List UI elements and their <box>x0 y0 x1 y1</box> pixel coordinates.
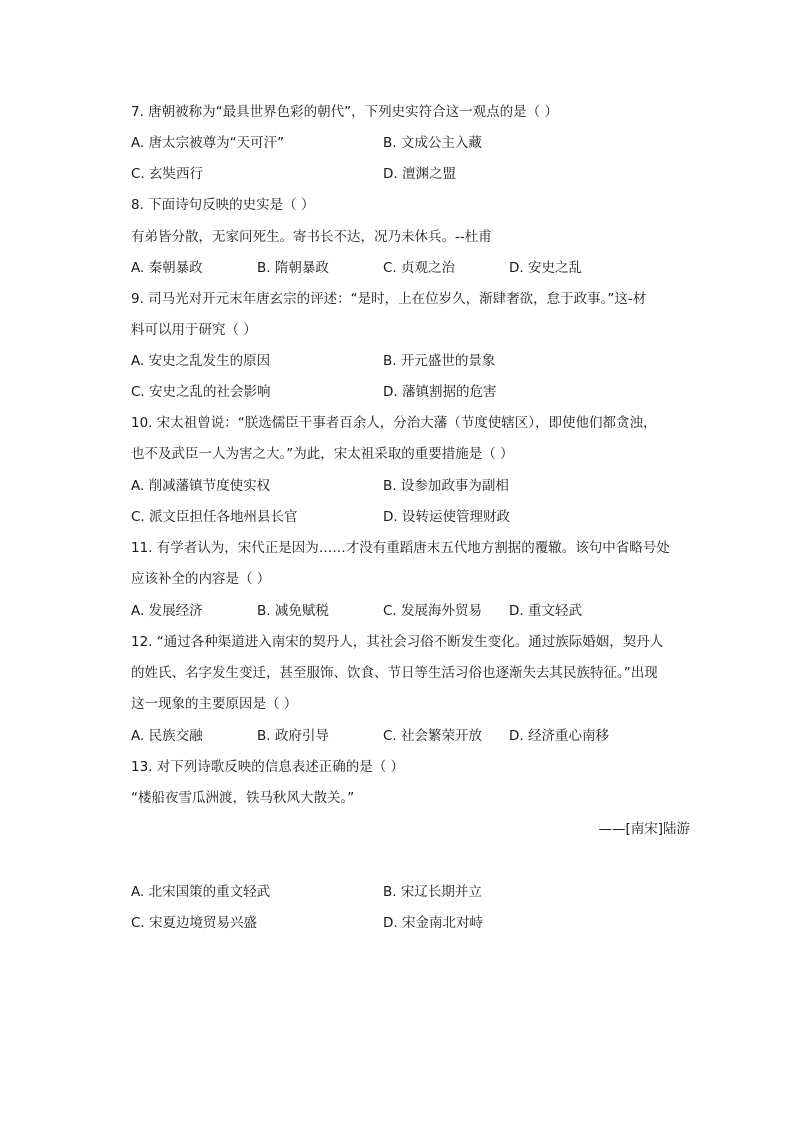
question-11-option-a: A. 发展经济 <box>131 603 203 619</box>
question-9-option-a: A. 安史之乱发生的原因 <box>131 353 271 369</box>
question-8-option-b: B. 隋朝暴政 <box>257 260 329 276</box>
question-13-stem: 13. 对下列诗歌反映的信息表述正确的是（ ） <box>131 759 405 775</box>
question-7-stem: 7. 唐朝被称为“最具世界色彩的朝代”，下列史实符合这一观点的是（ ） <box>131 104 558 120</box>
question-12-option-c: C. 社会繁荣开放 <box>383 728 483 744</box>
question-9-option-d: D. 藩镇割据的危害 <box>383 384 497 400</box>
question-12-stem-line-2: 的姓氏、名字发生变迁，甚至服饰、饮食、节日等生活习俗也逐渐失去其民族特征。”出现 <box>131 665 658 681</box>
question-10-option-d: D. 设转运使管理财政 <box>383 509 510 525</box>
question-13-option-c: C. 宋夏边境贸易兴盛 <box>131 915 258 931</box>
question-7-option-a: A. 唐太宗被尊为“天可汗” <box>131 135 285 151</box>
question-10-option-c: C. 派文臣担任各地州县长官 <box>131 509 298 525</box>
question-11-option-d: D. 重文轻武 <box>509 603 582 619</box>
question-11-option-c: C. 发展海外贸易 <box>383 603 483 619</box>
question-8-option-d: D. 安史之乱 <box>509 260 582 276</box>
question-8-option-a: A. 秦朝暴政 <box>131 260 203 276</box>
question-12-stem-line-1: 12. “通过各种渠道进入南宋的契丹人，其社会习俗不断发生变化。通过族际婚姻，契丹人 <box>131 634 664 650</box>
question-11-option-b: B. 减免赋税 <box>257 603 329 619</box>
question-10-stem-line-2: 也不及武臣一人为害之大。”为此，宋太祖采取的重要措施是（ ） <box>131 446 514 462</box>
question-12-stem-line-3: 这一现象的主要原因是（ ） <box>131 696 298 712</box>
question-9-stem-line-1: 9. 司马光对开元末年唐玄宗的评述：“是时，上在位岁久，渐肆奢欲，怠于政事。”这-材 <box>131 291 647 307</box>
question-13-quote: “楼船夜雪瓜洲渡，铁马秋风大散关。” <box>131 790 355 806</box>
question-13-option-a: A. 北宋国策的重文轻武 <box>131 884 271 900</box>
question-12-option-d: D. 经济重心南移 <box>509 728 609 744</box>
question-7-option-d: D. 澶渊之盟 <box>383 166 456 182</box>
question-10-option-a: A. 削减藩镇节度使实权 <box>131 478 271 494</box>
question-13-option-b: B. 宋辽长期并立 <box>383 884 482 900</box>
question-9-option-b: B. 开元盛世的景象 <box>383 353 496 369</box>
question-13-source: ——[南宋]陆游 <box>598 821 690 837</box>
question-10-option-b: B. 设参加政事为副相 <box>383 478 509 494</box>
question-9-stem-line-2: 料可以用于研究（ ） <box>131 322 257 338</box>
question-10-stem-line-1: 10. 宋太祖曾说：“朕选儒臣干事者百余人，分治大藩（节度使辖区），即使他们都贪浊， <box>131 415 657 431</box>
question-13-option-d: D. 宋金南北对峙 <box>383 915 483 931</box>
question-7-option-b: B. 文成公主入藏 <box>383 135 482 151</box>
question-8-option-c: C. 贞观之治 <box>383 260 456 276</box>
question-12-option-a: A. 民族交融 <box>131 728 203 744</box>
question-12-option-b: B. 政府引导 <box>257 728 329 744</box>
question-7-option-c: C. 玄奘西行 <box>131 166 204 182</box>
question-8-quote: 有弟皆分散，无家问死生。寄书长不达，况乃未休兵。--杜甫 <box>131 229 492 245</box>
question-8-stem: 8. 下面诗句反映的史实是（ ） <box>131 197 315 213</box>
question-9-option-c: C. 安史之乱的社会影响 <box>131 384 271 400</box>
question-11-stem-line-1: 11. 有学者认为，宋代正是因为……才没有重蹈唐末五代地方割据的覆辙。该句中省略号处 <box>131 540 670 556</box>
question-11-stem-line-2: 应该补全的内容是（ ） <box>131 571 271 587</box>
